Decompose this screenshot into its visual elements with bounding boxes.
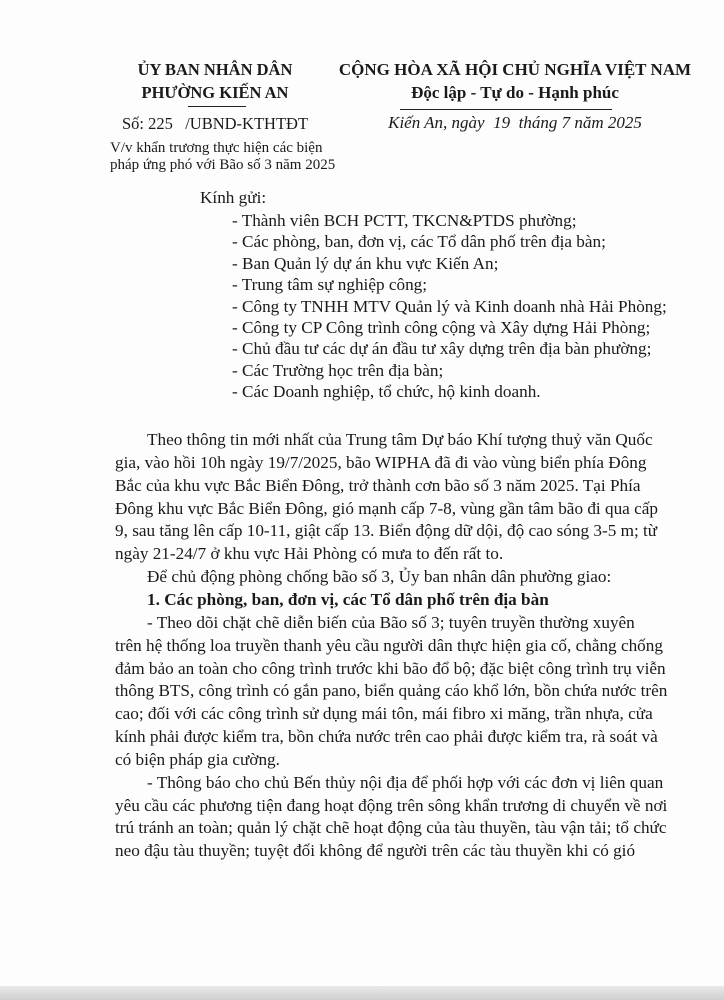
subject-line-2: pháp ứng phó với Bão số 3 năm 2025	[110, 157, 336, 173]
body-line: kính phải được kiểm tra, bồn chứa nước trên cao phải được kiểm tra, rà soát và	[115, 727, 658, 747]
recipient-item: - Chủ đầu tư các dự án đầu tư xây dựng trên địa bàn phường;	[232, 339, 652, 359]
body-line: Để chủ động phòng chống bão số 3, Ủy ban nhân dân phường giao:	[147, 567, 612, 587]
agency-name: ỦY BAN NHÂN DÂN	[137, 60, 293, 79]
body-line: Bắc của khu vực Bắc Biển Đông, trở thành cơn bão số 3 năm 2025. Tại Phía	[115, 475, 641, 495]
nation-motto: Độc lập - Tự do - Hạnh phúc	[411, 83, 619, 102]
recipient-item: - Công ty CP Công trình công cộng và Xây dựng Hải Phòng;	[232, 318, 651, 337]
recipient-item: - Thành viên BCH PCTT, TKCN&PTDS phường;	[232, 211, 577, 230]
body-line: Theo thông tin mới nhất của Trung tâm Dự báo Khí tượng thuỷ văn Quốc	[147, 430, 653, 449]
recipients-label: Kính gửi:	[200, 188, 267, 207]
body-line: ngày 21-24/7 ở khu vực Hải Phòng có mưa to đến rất to.	[115, 544, 504, 564]
body-line: đảm bảo an toàn cho công trình trước khi bão đổ bộ; đặc biệt công trình trụ viễn	[115, 658, 666, 678]
agency-ward: PHƯỜNG KIẾN AN	[141, 83, 289, 102]
recipient-item: - Các phòng, ban, đơn vị, các Tổ dân phố trên địa bàn;	[232, 232, 606, 252]
body-line: Đông khu vực Bắc Biển Đông, gió mạnh cấp 7-8, vùng gần tâm bão đi qua cấp	[115, 498, 658, 518]
recipient-item: - Các Trường học trên địa bàn;	[232, 360, 444, 380]
body-line: cao; đối với các công trình sử dụng mái tôn, mái fibro xi măng, trần nhựa, cửa	[115, 704, 653, 724]
body-line: gia, vào hồi 10h ngày 19/7/2025, bão WIPHA đã đi vào vùng biển phía Đông	[115, 452, 647, 472]
page-edge	[0, 986, 724, 1000]
body-line: yêu cầu các phương tiện đang hoạt động trên sông khẩn trương di chuyển về nơi	[115, 795, 668, 815]
body-line: neo đậu tàu thuyền; tuyệt đối không để người trên các tàu thuyền khi có gió	[115, 841, 636, 861]
body-line: trên hệ thống loa truyền thanh yêu cầu người dân thực hiện gia cố, chằng chống	[115, 635, 663, 655]
body-line: thông BTS, công trình có gắn pano, biển quảng cáo khổ lớn, bồn chứa nước trên	[115, 681, 668, 701]
recipient-item: - Các Doanh nghiệp, tổ chức, hộ kinh doanh.	[232, 382, 541, 402]
recipient-item: - Công ty TNHH MTV Quản lý và Kinh doanh nhà Hải Phòng;	[232, 296, 667, 316]
place-date: Kiến An, ngày 19 tháng 7 năm 2025	[388, 113, 642, 132]
body-line: 9, sau tăng lên cấp 10-11, giật cấp 13. Biển động dữ dội, độ cao sóng 3-5 m; từ	[115, 521, 658, 541]
section-heading: 1. Các phòng, ban, đơn vị, các Tổ dân phố trên địa bàn	[147, 589, 549, 609]
body-line: - Thông báo cho chủ Bến thủy nội địa để phối hợp với các đơn vị liên quan	[147, 772, 664, 792]
recipient-item: - Ban Quản lý dự án khu vực Kiến An;	[232, 253, 499, 273]
body-line: - Theo dõi chặt chẽ diễn biến của Bão số 3; tuyên truyền thường xuyên	[147, 612, 635, 632]
subject-line-1: V/v khẩn trương thực hiện các biện	[110, 140, 323, 156]
document-number: Số: 225 /UBND-KTHTĐT	[121, 114, 309, 133]
body-line: có biện pháp gia cường.	[115, 749, 280, 769]
nation-title: CỘNG HÒA XÃ HỘI CHỦ NGHĨA VIỆT NAM	[338, 60, 692, 79]
recipient-item: - Trung tâm sự nghiệp công;	[232, 275, 428, 295]
motto-underline	[400, 109, 612, 110]
agency-underline	[188, 106, 246, 107]
body-line: trú tránh an toàn; quản lý chặt chẽ hoạt động của tàu thuyền, tàu vận tải; tổ chức	[115, 818, 667, 838]
